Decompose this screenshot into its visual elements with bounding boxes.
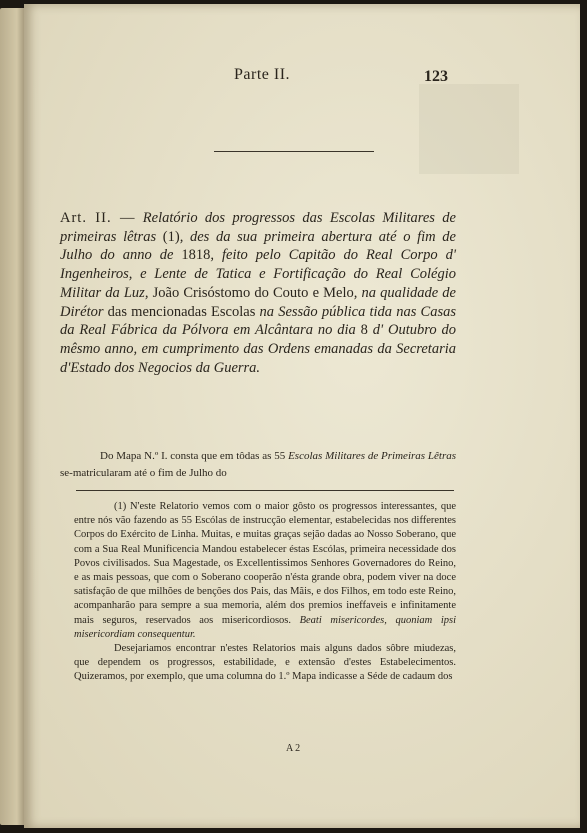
article-author: João Crisóstomo do Couto e Melo (152, 284, 354, 301)
footnote-rule (76, 490, 454, 491)
article-title-part: , des da sua primeira abertura até o fim de Julho do anno de (60, 228, 456, 264)
footnote-text: Desejariamos encontrar n'estes Relatorios mais alguns dados sôbre miudezas, que dependem os progressos, estabilidade, e extensão d'estes Estabelecimentos. Quizeramos, por exemplo, que uma columna do 1.º Mapa indicasse a Séde de cadaum dos (74, 643, 456, 683)
book-page (24, 4, 580, 828)
page-number: 123 (424, 68, 448, 85)
article-heading (60, 209, 456, 377)
body-text-part: se-matricularam até o fim de Julho do (60, 467, 227, 479)
article-title-part: , na qualidade de Dirétor (60, 284, 456, 320)
facing-page-edge (0, 8, 24, 825)
article-title-part: , feito pelo Capitão do Real Corpo d' Ingenheiros, e Lente de Tatica e Fortificação do Real Colégio Militar da Luz, (60, 247, 456, 301)
page-header (24, 66, 580, 90)
body-paragraph (60, 448, 456, 482)
footnote-paragraph (74, 642, 456, 685)
article-title-part: na Sessão pública tida nas Casas da Real Fábrica da Pólvora em Alcântara no dia (60, 303, 456, 339)
footnote-paragraph (74, 500, 456, 642)
footnote-text: (1) N'este Relatorio vemos com o maior gôsto os progressos interessantes, que entre nós vão fazendo as 55 Escólas de instrucção elementar, estabelecidas nos differentes Corpos do Exército de Linha. Muitas, e muitas graças sejão dadas ao Nosso Soberano, que com a Sua Real Munificencia Mandou estabelecer éstas Escólas, primeira necessidade dos Povos civilisados. Sua Magestade, os Excellentissimos Senhores Governadores do Reino, e as mais pessoas, que com o Soberano cooperão n'ésta grande obra, podem viver na doce satisfação de que milhões de benções dos Pais, das Mãis, e dos Filhos, em todo este Reino, acompanharão para sempre a sua memoria, além dos premios ineffaveis e infinitamente mais seguros, reservados aos misericordiosos. (74, 501, 456, 626)
running-head: Parte II. (234, 66, 291, 83)
footnote (74, 500, 456, 685)
article-title-part: das mencionadas Escolas (107, 303, 256, 320)
article-year: 1818 (181, 247, 211, 264)
article-title-part: Relatório dos progressos das Escolas Militares de primeiras lêtras (60, 210, 456, 245)
article-title-part: d' Outubro do mêsmo anno, em cumprimento das Ordens emanadas da Secretaria d'Estado dos Negocios da Guerra. (60, 322, 456, 376)
footnote-latin: Beati misericordes, quoniam ipsi misericordiam consequentur. (74, 614, 457, 640)
signature-mark: A 2 (286, 743, 301, 754)
header-rule (214, 151, 374, 152)
body-text-part: Do Mapa N.º I. consta que em tôdas as 55 (100, 450, 289, 462)
body-text-part: Escolas Militares de Primeiras Lêtras (288, 450, 456, 462)
article-day: 8 (360, 322, 368, 339)
footnote-ref: (1) (162, 228, 180, 245)
bleed-through (419, 84, 519, 174)
article-label: Art. II. — (60, 210, 136, 226)
